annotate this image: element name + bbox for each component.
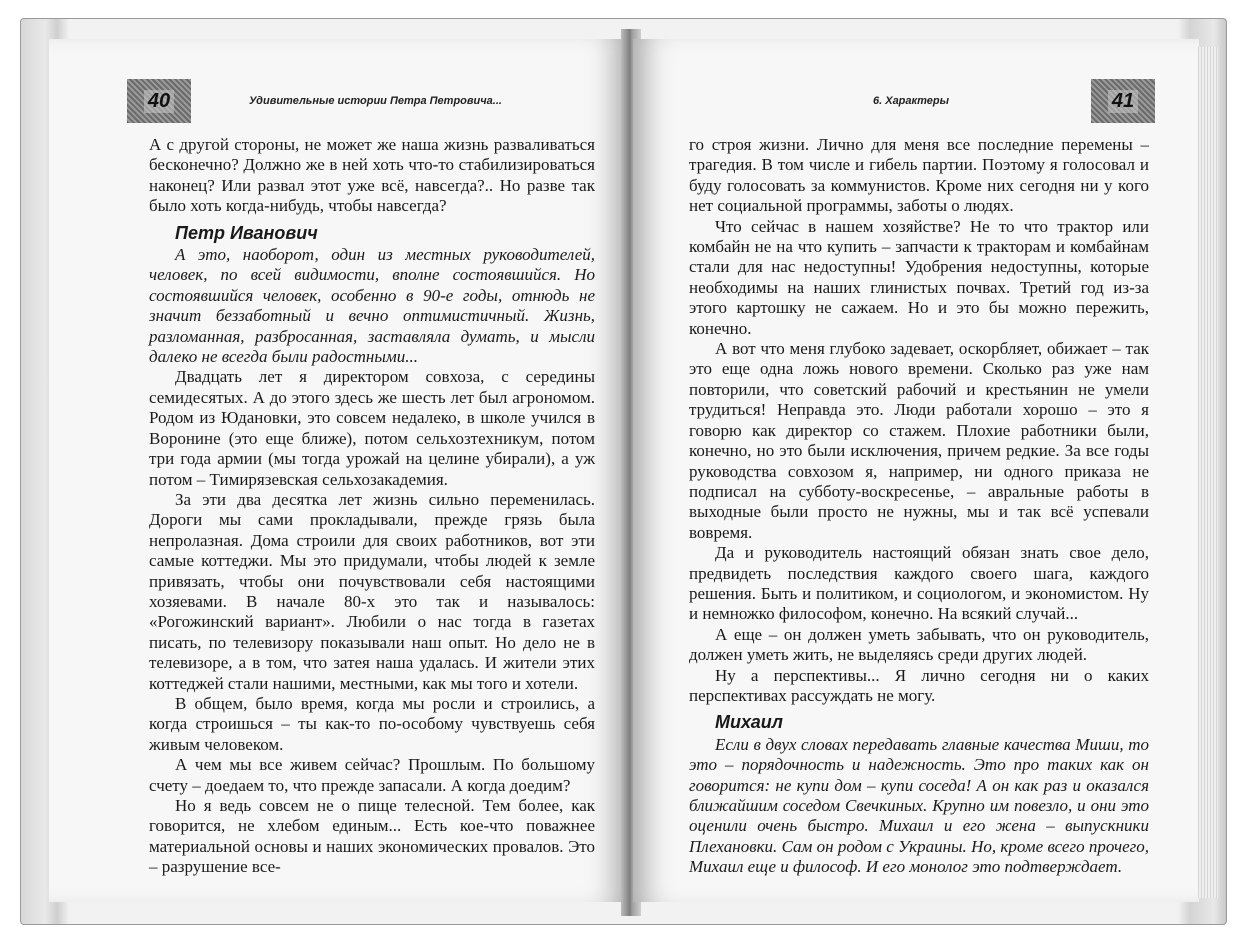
left-page-body	[149, 135, 595, 878]
right-page	[633, 39, 1199, 902]
left-page-header	[49, 79, 627, 123]
section-heading: Михаил	[715, 712, 783, 733]
paragraph: А с другой стороны, не может же наша жизнь разваливаться бесконечно? Должно же в ней хоть что-то стабилизироваться наконец? Или развал этот уже всё, навсегда?.. Но разве так было хоть когда-нибудь, чтобы навсегда?	[149, 135, 595, 216]
page-number: 41	[1108, 90, 1138, 113]
running-head: 6. Характеры	[873, 95, 949, 107]
right-page-body	[689, 135, 1149, 878]
paragraph: Что сейчас в нашем хозяйстве? Не то что трактор или комбайн не на что купить – запчасти к тракторам и комбайнам стали для нас недоступны! Удобрения недоступны, которые необходимы на наших глинистых почвах. Третий год из-за этого картошку не сажаем. Но и это бы можно пережить, конечно.	[689, 216, 1149, 338]
paragraph: го строя жизни. Лично для меня все последние перемены – трагедия. В том числе и гибель партии. Поэтому я голосовал и буду голосовать за коммунистов. Кроме них сегодня ни у кого нет социальной программы, заботы о людях.	[689, 135, 1149, 216]
right-page-header	[633, 79, 1199, 123]
intro-paragraph: А это, наоборот, один из местных руководителей, человек, по всей видимости, вполне состоявшийся. Но состоявшийся человек, особенно в 90-е годы, отнюдь не значит беззаботный и вечно оптимистичный. Жизнь, разломанная, разбросанная, заставляла думать, и мысли далеко не всегда были радостными...	[149, 245, 595, 367]
page-number-badge	[1091, 79, 1155, 123]
paragraph: А еще – он должен уметь забывать, что он руководитель, должен уметь жить, не выделяясь среди других людей.	[689, 624, 1149, 665]
open-book	[20, 18, 1227, 925]
paragraph: А вот что меня глубоко задевает, оскорбляет, обижает – так это еще одна ложь нового времени. Сколько раз уже нам повторили, что советский рабочий и крестьянин не умели трудиться! Неправда это. Люди работали хорошо – это я говорю как директор со стажем. Плохие работники были, конечно, но это были исключения, причем редкие. За все годы руководства совхозом я, например, ни одного приказа не подписал на субботу-воскресенье, – авральные работы в выходные были просто не нужны, мы и так всё успевали вовремя.	[689, 339, 1149, 542]
page-number-badge	[127, 79, 191, 123]
running-head: Удивительные истории Петра Петровича...	[249, 95, 502, 107]
intro-paragraph: Если в двух словах передавать главные качества Миши, то это – порядочность и надежность. Это про таких как он говорится: не купи дом – купи соседа! А он как раз и оказался ближайшим соседом Свечкиных. Крупно им повезло, и они это оценили очень быстро. Михаил и его жена – выпускники Плехановки. Сам он родом с Украины. Но, кроме всего прочего, Михаил еще и философ. И его монолог это подтверждает.	[689, 734, 1149, 877]
page-number: 40	[144, 90, 174, 113]
left-page	[49, 39, 627, 902]
page-edges	[1198, 47, 1218, 898]
paragraph: Двадцать лет я директором совхоза, с середины семидесятых. А до этого здесь же шесть лет был агрономом. Родом из Юдановки, это совсем недалеко, в школе учился в Воронине (это еще ближе), потом сельхозтехникум, потом три года армии (мы тогда урожай на целине убирали), а уж потом – Тимирязевская сельхозакадемия.	[149, 367, 595, 489]
paragraph: В общем, было время, когда мы росли и строились, а когда строишься – ты как-то по-особому чувствуешь себя живым человеком.	[149, 693, 595, 754]
section-heading: Петр Иванович	[175, 222, 318, 243]
paragraph: За эти два десятка лет жизнь сильно переменилась. Дороги мы сами прокладывали, прежде грязь была непролазная. Дома строили для своих работников, вот эти самые коттеджи. Мы это придумали, чтобы людей к земле привязать, чтобы они почувствовали себя настоящими хозяевами. В начале 80-х это так и называлось: «Рогожинский вариант». Любили о нас тогда в газетах писать, по телевизору показывали наш опыт. Но дело не в телевизоре, а в том, что затея наша удалась. И жители этих коттеджей стали нашими, местными, как мы того и хотели.	[149, 489, 595, 693]
paragraph: А чем мы все живем сейчас? Прошлым. По большому счету – доедаем то, что прежде запасали. А когда доедим?	[149, 755, 595, 795]
paragraph: Но я ведь совсем не о пище телесной. Тем более, как говорится, не хлебом единым... Есть кое-что поважнее материальной основы и наших экономических провалов. Это – разрушение все-	[149, 796, 595, 877]
paragraph: Ну а перспективы... Я лично сегодня ни о каких перспективах рассуждать не могу.	[689, 665, 1149, 705]
paragraph: Да и руководитель настоящий обязан знать свое дело, предвидеть последствия каждого своего шага, каждого решения. Быть и политиком, и социологом, и экономистом. Ну и немножко философом, конечно. На всякий случай...	[689, 543, 1149, 624]
